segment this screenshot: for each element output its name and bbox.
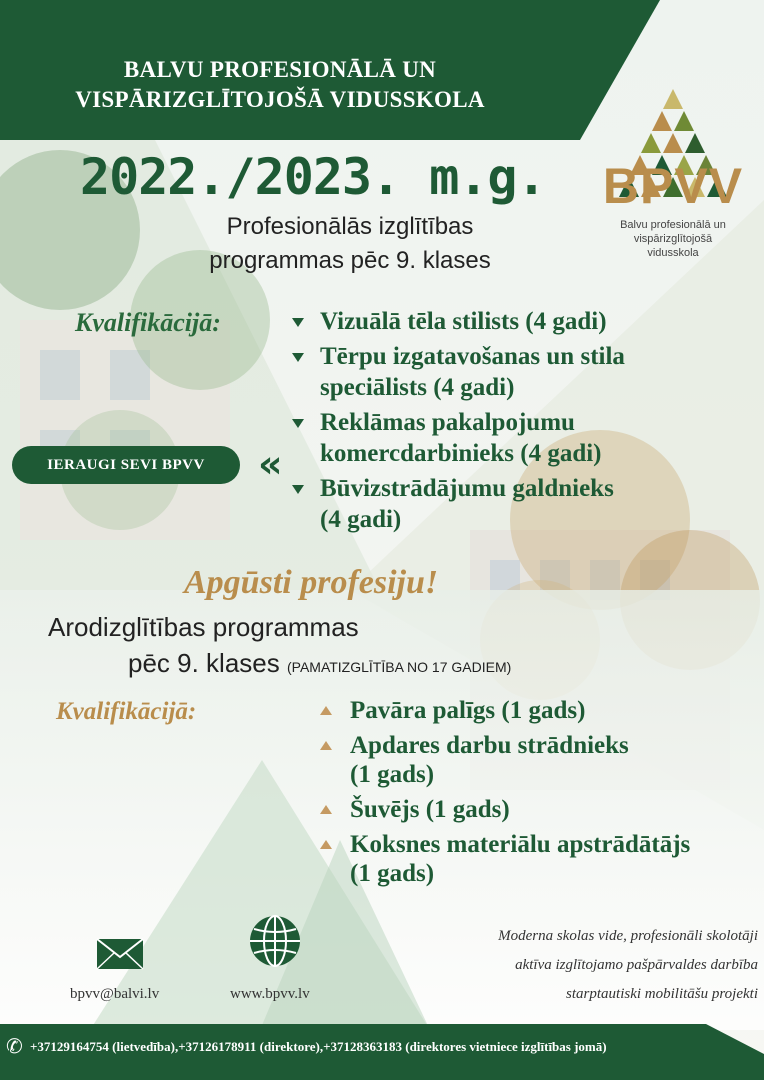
logo-subtitle-line2: vispārizglītojošā: [633, 233, 713, 245]
list-item: [290, 306, 740, 337]
list-item-line1: Tērpu izgatavošanas un stila: [320, 343, 625, 370]
slogans: [418, 922, 758, 1009]
slogan-line: starptautiski mobilitāšu projekti: [566, 986, 758, 1002]
academic-year: 2022./2023. m.g.: [80, 148, 546, 206]
list-item: [318, 830, 758, 888]
professional-heading-line1: Profesionālās izglītības: [226, 213, 474, 240]
see-yourself-button[interactable]: IERAUGI SEVI BPVV: [12, 446, 240, 484]
list-item: [318, 731, 758, 789]
tagline: Apgūsti profesiju!: [184, 564, 439, 601]
list-item-line1: Koksnes materiālu apstrādātājs: [350, 831, 691, 858]
list-item-line2: komercdarbinieks (4 gadi): [320, 440, 602, 467]
phone-numbers: +37129164754 (lietvedība),+37126178911 (direktore),+37128363183 (direktores vietniece izglītības jomā): [30, 1039, 607, 1054]
list-item-line1: Vizuālā tēla stilists (4 gadi): [320, 308, 607, 335]
list-item-line2: speciālists (4 gadi): [320, 374, 515, 401]
list-item-line2: (4 gadi): [320, 506, 402, 533]
triangle-bullet-icon: [292, 485, 304, 494]
list-item-line1: Būvizstrādājumu galdnieks: [320, 475, 614, 502]
vocational-qualification-list: [318, 696, 758, 894]
list-item: [318, 696, 758, 725]
logo-subtitle-line1: Balvu profesionālā un: [620, 219, 726, 231]
vocational-heading-line2: [128, 646, 511, 684]
list-item-line2: (1 gads): [350, 761, 435, 788]
list-item-line1: Pavāra palīgs (1 gads): [350, 697, 586, 724]
slogan-line: Moderna skolas vide, profesionāli skolotāji: [498, 928, 758, 944]
globe-icon: [248, 914, 302, 968]
list-item-line1: Reklāmas pakalpojumu: [320, 409, 575, 436]
triangle-bullet-icon: [320, 741, 332, 750]
triangle-bullet-icon: [320, 805, 332, 814]
school-title-line1: BALVU PROFESIONĀLĀ UN: [123, 57, 437, 82]
professional-programs-heading: [140, 210, 560, 278]
school-title-line2: VISPĀRIZGLĪTOJOŠĀ VIDUSSKOLA: [75, 87, 485, 112]
triangle-bullet-icon: [292, 419, 304, 428]
list-item-line1: Apdares darbu strādnieks: [350, 732, 629, 759]
triangle-bullet-icon: [292, 353, 304, 362]
envelope-icon: [96, 938, 144, 970]
vocational-heading-note: (PAMATIZGLĪTĪBA NO 17 GADIEM): [286, 659, 512, 675]
professional-heading-line2: programmas pēc 9. klases: [209, 247, 491, 274]
professional-qualification-list: [290, 306, 740, 539]
school-title: [60, 55, 500, 115]
logo-abbreviation: BPVV: [602, 158, 744, 214]
logo-subtitle-line3: vidusskola: [647, 247, 699, 259]
vocational-heading-line1: Arodizglītības programmas: [48, 612, 359, 642]
qualification-label-professional: Kvalifikācijā:: [75, 308, 221, 337]
website-link[interactable]: www.bpvv.lv: [230, 986, 310, 1002]
vocational-heading-main: pēc 9. klases: [128, 648, 280, 678]
list-item: [290, 407, 740, 469]
phone-icon: ✆: [6, 1034, 23, 1058]
logo-subtitle: [588, 218, 758, 260]
list-item-line2: (1 gads): [350, 860, 435, 887]
list-item-line1: Šuvējs (1 gads): [350, 796, 510, 823]
list-item: [290, 473, 740, 535]
triangle-bullet-icon: [292, 318, 304, 327]
slogan-line: aktīva izglītojamo pašpārvaldes darbība: [515, 957, 758, 973]
triangle-bullet-icon: [320, 706, 332, 715]
list-item: [290, 341, 740, 403]
triangle-bullet-icon: [320, 840, 332, 849]
qualification-label-vocational: Kvalifikācijā:: [56, 698, 197, 725]
list-item: [318, 795, 758, 824]
double-chevron-left-icon: «: [258, 442, 283, 486]
email-link[interactable]: bpvv@balvi.lv: [70, 986, 160, 1002]
